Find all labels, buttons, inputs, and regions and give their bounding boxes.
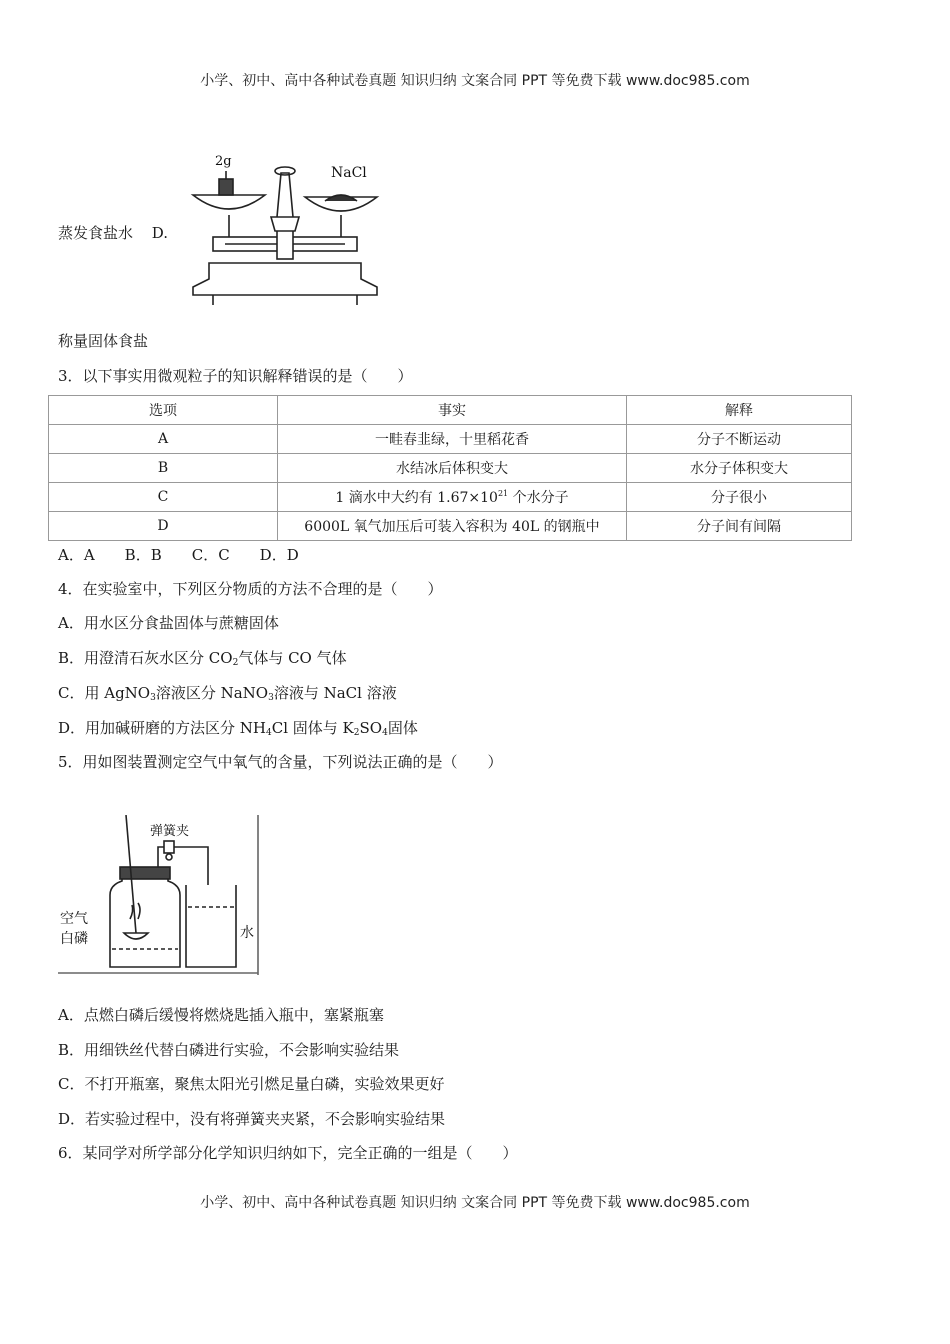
nacl-label: NaCl [331, 165, 367, 181]
q4-option-b: B．用澄清石灰水区分 $CO_2$气体与 CO 气体 [58, 649, 347, 668]
header-fact: 事实 [278, 396, 627, 425]
clip-label: 弹簧夹 [150, 824, 190, 839]
table-row [49, 454, 852, 483]
q5-option-d: D．若实验过程中，没有将弹簧夹夹紧，不会影响实验结果 [58, 1110, 446, 1128]
q3-choices: A．A B．B C．C D．D [58, 546, 299, 564]
cell-explanation: 水分子体积变大 [627, 454, 852, 483]
phosphorus-label: 白磷 [60, 931, 88, 947]
q4-option-c: C．用 AgNO$_3$溶液区分 NaNO$_3$溶液与 NaCl 溶液 [58, 684, 397, 703]
cell-option: D [49, 512, 278, 541]
balance-figure [185, 145, 385, 308]
q3-stem: 3．以下事实用微观粒子的知识解释错误的是（ ） [58, 367, 413, 385]
cell-fact: 1 滴水中大约有 $1.67\times 10^{21}$ 个水分子 [278, 483, 627, 512]
cell-option: C [49, 483, 278, 512]
cell-fact: 水结冰后体积变大 [278, 454, 627, 483]
cell-explanation: 分子间有间隔 [627, 512, 852, 541]
page-footer: 小学、初中、高中各种试卷真题 知识归纳 文案合同 PPT 等免费下载 www.doc985.com [200, 1195, 750, 1211]
q2-evaporate-caption: 蒸发食盐水 [58, 224, 134, 242]
q2-option-d-label: D. [151, 224, 169, 242]
cell-option: A [49, 425, 278, 454]
cell-fact: 一畦春韭绿，十里稻花香 [278, 425, 627, 454]
header-explanation: 解释 [627, 396, 852, 425]
q4-option-d: D．用加碱研磨的方法区分 $NH_4Cl$ 固体与 $K_2SO_4$固体 [58, 719, 418, 738]
cell-explanation: 分子不断运动 [627, 425, 852, 454]
weight-label: 2g [215, 154, 232, 169]
q5-option-a: A．点燃白磷后缓慢将燃烧匙插入瓶中，塞紧瓶塞 [58, 1006, 384, 1024]
q5-option-b: B．用细铁丝代替白磷进行实验，不会影响实验结果 [58, 1041, 400, 1059]
table-row [49, 483, 852, 512]
water-label: 水 [240, 925, 254, 941]
oxygen-apparatus-figure [58, 815, 260, 975]
cell-option: B [49, 454, 278, 483]
cell-fact: 6000L 氧气加压后可装入容积为 40L 的钢瓶中 [278, 512, 627, 541]
air-label: 空气 [60, 911, 88, 927]
q3-table [48, 395, 852, 541]
q5-option-c: C．不打开瓶塞，聚焦太阳光引燃足量白磷，实验效果更好 [58, 1075, 445, 1093]
q2-option-d-caption: 称量固体食盐 [58, 332, 149, 350]
q6-stem: 6．某同学对所学部分化学知识归纳如下，完全正确的一组是（ ） [58, 1144, 518, 1162]
table-row [49, 425, 852, 454]
q2-option-c-caption [58, 222, 168, 243]
cell-explanation: 分子很小 [627, 483, 852, 512]
table-header-row [49, 396, 852, 425]
table-row [49, 512, 852, 541]
page-header: 小学、初中、高中各种试卷真题 知识归纳 文案合同 PPT 等免费下载 www.doc985.com [200, 73, 750, 89]
header-option: 选项 [49, 396, 278, 425]
q5-stem: 5．用如图装置测定空气中氧气的含量，下列说法正确的是（ ） [58, 753, 503, 771]
q4-option-a: A．用水区分食盐固体与蔗糖固体 [58, 614, 279, 632]
q4-stem: 4．在实验室中，下列区分物质的方法不合理的是（ ） [58, 580, 443, 598]
